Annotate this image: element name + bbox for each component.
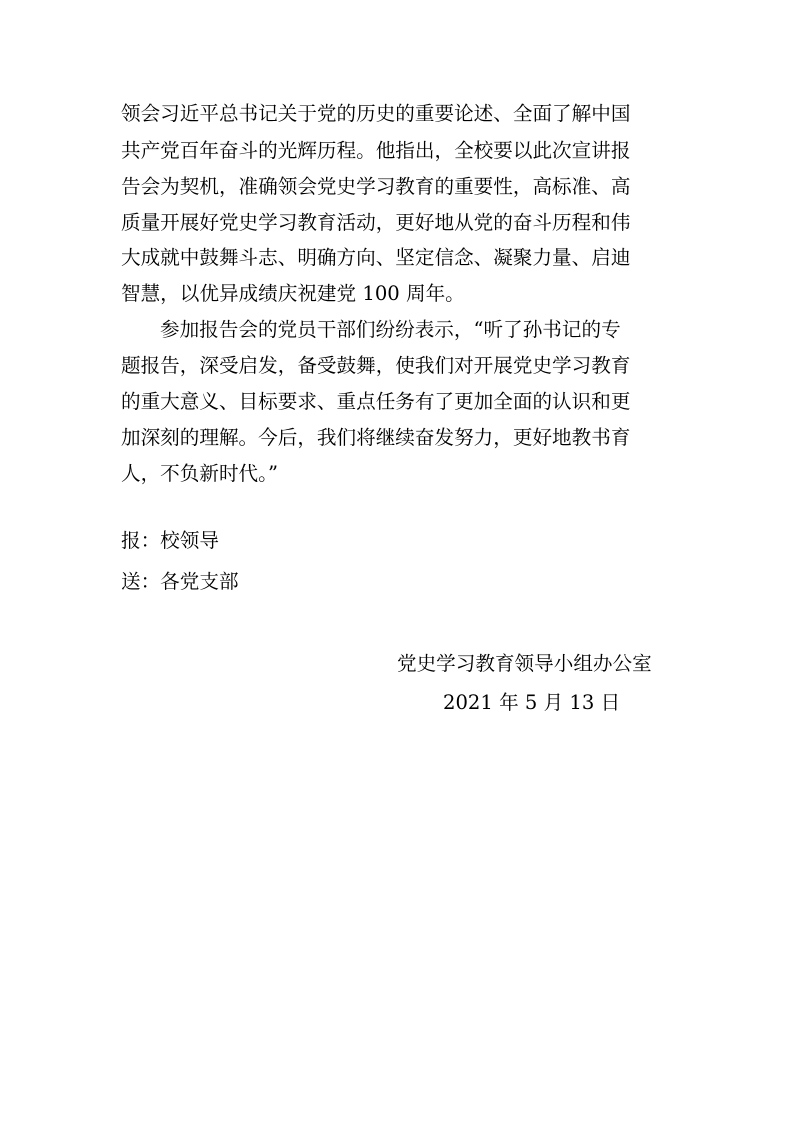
paragraph-line: 告会为契机，准确领会党史学习教育的重要性，高标准、高 (121, 175, 631, 198)
issue-date: 2021 年 5 月 13 日 (443, 691, 621, 714)
paragraph-line: 大成就中鼓舞斗志、明确方向、坚定信念、凝聚力量、启迪 (121, 246, 631, 269)
paragraph-line: 领会习近平总书记关于党的历史的重要论述、全面了解中国 (121, 102, 631, 125)
send-to-line: 送：各党支部 (121, 570, 239, 593)
paragraph-line: 人，不负新时代。” (121, 462, 278, 485)
issuing-office: 党史学习教育领导小组办公室 (397, 652, 652, 675)
paragraph-line: 智慧，以优异成绩庆祝建党 100 周年。 (121, 282, 465, 305)
paragraph-line: 参加报告会的党员干部们纷纷表示，“听了孙书记的专 (160, 318, 621, 341)
paragraph-line: 的重大意义、目标要求、重点任务有了更加全面的认识和更 (121, 390, 631, 413)
paragraph-line: 题报告，深受启发，备受鼓舞，使我们对开展党史学习教育 (121, 354, 631, 377)
paragraph-line: 质量开展好党史学习教育活动，更好地从党的奋斗历程和伟 (121, 211, 631, 234)
paragraph-line: 共产党百年奋斗的光辉历程。他指出，全校要以此次宣讲报 (121, 139, 631, 162)
report-to-line: 报：校领导 (121, 529, 219, 552)
paragraph-line: 加深刻的理解。今后，我们将继续奋发努力，更好地教书育 (121, 426, 631, 449)
